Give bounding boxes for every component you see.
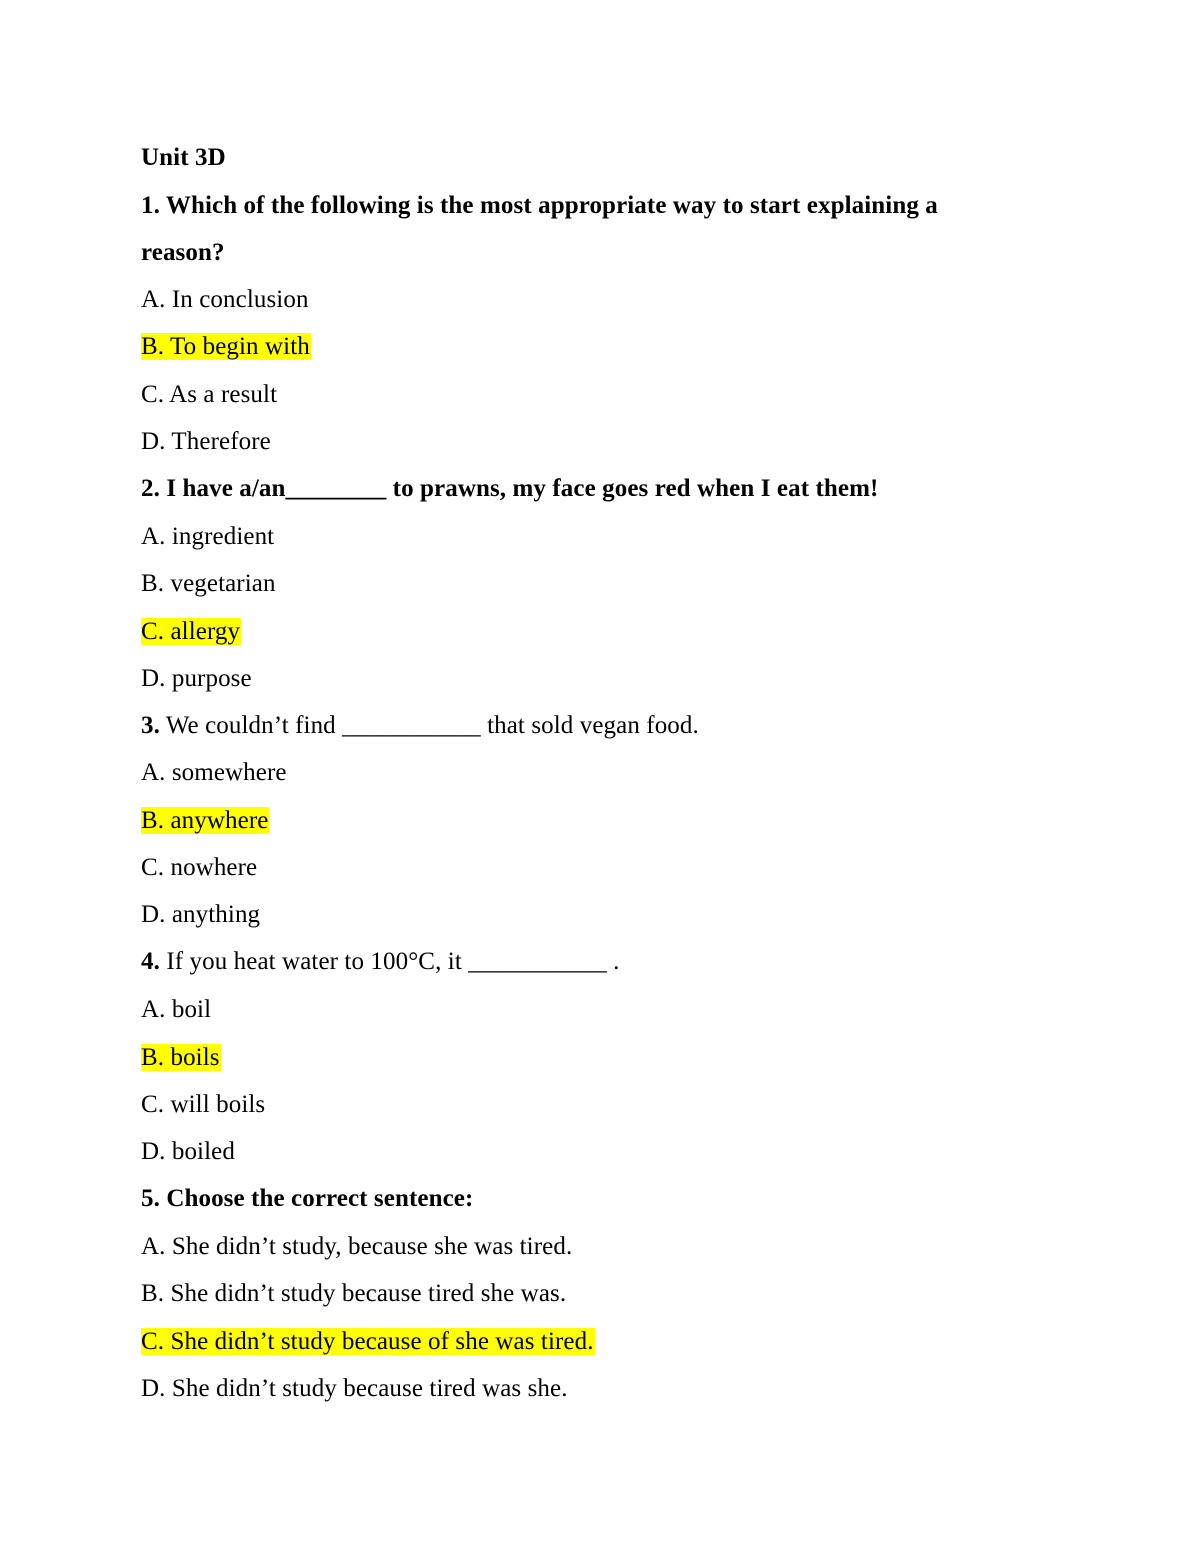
question-2 bbox=[141, 472, 878, 506]
question-number: 3. bbox=[141, 712, 160, 739]
option-2a bbox=[141, 520, 274, 554]
highlighted-answer: B. boils bbox=[141, 1044, 220, 1071]
question-text: Which of the following is the most appropriate way to start explaining a bbox=[165, 192, 938, 219]
option-3b bbox=[141, 804, 269, 838]
question-text: If you heat water to 100°C, it ___________ . bbox=[166, 948, 620, 975]
option-text: D. purpose bbox=[141, 665, 252, 692]
question-number: 4. bbox=[141, 948, 160, 975]
option-1b bbox=[141, 330, 311, 364]
option-text: B. She didn’t study because tired she was. bbox=[141, 1280, 567, 1307]
question-text: I have a/an________ to prawns, my face goes red when I eat them! bbox=[166, 475, 879, 502]
option-text: A. somewhere bbox=[141, 759, 287, 786]
option-text: C. will boils bbox=[141, 1091, 266, 1118]
question-number: 2. bbox=[141, 475, 160, 502]
option-3d bbox=[141, 898, 260, 932]
option-text: A. boil bbox=[141, 996, 212, 1023]
highlighted-answer: B. To begin with bbox=[141, 333, 310, 360]
option-text: A. She didn’t study, because she was tired. bbox=[141, 1233, 573, 1260]
option-5b bbox=[141, 1277, 566, 1311]
option-4a bbox=[141, 993, 211, 1027]
option-text: D. Therefore bbox=[141, 428, 271, 455]
option-4c bbox=[141, 1088, 265, 1122]
highlighted-answer: C. She didn’t study because of she was tired. bbox=[141, 1328, 594, 1355]
highlighted-answer: B. anywhere bbox=[141, 807, 269, 834]
option-1a bbox=[141, 283, 309, 317]
option-2b bbox=[141, 567, 276, 601]
question-text: Choose the correct sentence: bbox=[166, 1185, 474, 1212]
option-text: C. nowhere bbox=[141, 854, 258, 881]
unit-title: Unit 3D bbox=[141, 144, 226, 171]
option-2c bbox=[141, 615, 241, 649]
option-text: D. anything bbox=[141, 901, 261, 928]
option-4d bbox=[141, 1135, 235, 1169]
option-5c bbox=[141, 1325, 595, 1359]
option-3c bbox=[141, 851, 257, 885]
question-3 bbox=[141, 709, 699, 743]
question-4 bbox=[141, 945, 620, 979]
question-number: 1. bbox=[141, 192, 160, 219]
question-number: 5. bbox=[141, 1185, 160, 1212]
option-4b bbox=[141, 1041, 221, 1075]
question-text: We couldn’t find ___________ that sold vegan food. bbox=[165, 712, 699, 739]
option-text: A. In conclusion bbox=[141, 286, 309, 313]
option-text: B. vegetarian bbox=[141, 570, 276, 597]
question-5 bbox=[141, 1182, 473, 1216]
option-text: D. She didn’t study because tired was she. bbox=[141, 1375, 568, 1402]
option-5a bbox=[141, 1230, 572, 1264]
option-text: C. As a result bbox=[141, 381, 278, 408]
option-2d bbox=[141, 662, 252, 696]
option-text: A. ingredient bbox=[141, 523, 275, 550]
option-1c bbox=[141, 378, 277, 412]
option-text: D. boiled bbox=[141, 1138, 235, 1165]
option-1d bbox=[141, 425, 271, 459]
question-1 bbox=[141, 189, 938, 223]
question-1-continued: reason? bbox=[141, 239, 225, 266]
option-5d bbox=[141, 1372, 568, 1406]
option-3a bbox=[141, 756, 287, 790]
highlighted-answer: C. allergy bbox=[141, 618, 241, 645]
